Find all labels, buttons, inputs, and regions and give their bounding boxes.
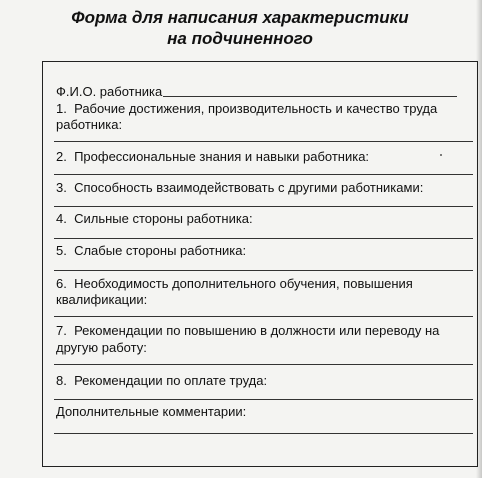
item-6-number: 6. [56,276,67,291]
item-1-text: Рабочие достижения, производительность и качество труда [74,101,438,116]
item-6-label-cont: квалификации: [56,292,148,307]
item-2-answer-line[interactable] [54,174,473,175]
item-8-label [56,373,267,388]
item-4-answer-line[interactable] [54,238,473,239]
employee-name-line[interactable] [163,96,457,97]
comments-answer-line[interactable] [54,433,473,434]
item-3-number: 3. [56,180,67,195]
item-7-number: 7. [56,323,67,338]
item-1-label-cont: работника: [56,117,123,132]
scan-speck [440,154,442,156]
item-3-answer-line[interactable] [54,206,473,207]
item-5-answer-line[interactable] [54,270,473,271]
item-1-answer-line[interactable] [54,141,473,142]
item-2-text: Профессиональные знания и навыки работника: [74,149,370,164]
page-subtitle: на подчиненного [167,29,313,48]
employee-name-label: Ф.И.О. работника [56,84,163,99]
page-title: Форма для написания характеристики [71,8,409,27]
item-4-number: 4. [56,211,67,226]
item-5-label [56,243,246,258]
item-6-label [56,276,413,291]
item-6-text: Необходимость дополнительного обучения, повышения [74,276,413,291]
item-5-text: Слабые стороны работника: [74,243,247,258]
item-7-answer-line[interactable] [54,364,473,365]
item-1-number: 1. [56,101,67,116]
item-8-text: Рекомендации по оплате труда: [74,373,268,388]
comments-label: Дополнительные комментарии: [56,404,247,419]
item-3-text: Способность взаимодействовать с другими работниками: [74,180,424,195]
page-edge-shadow [476,0,482,478]
item-7-text: Рекомендации по повышению в должности или переводу на [74,323,440,338]
item-1-label [56,101,437,116]
item-4-text: Сильные стороны работника: [74,211,253,226]
item-2-label [56,149,369,164]
item-6-answer-line[interactable] [54,316,473,317]
item-4-label [56,211,253,226]
item-8-answer-line[interactable] [54,399,473,400]
item-7-label [56,323,439,338]
item-7-label-cont: другую работу: [56,340,147,355]
item-2-number: 2. [56,149,67,164]
item-3-label [56,180,423,195]
item-8-number: 8. [56,373,67,388]
item-5-number: 5. [56,243,67,258]
